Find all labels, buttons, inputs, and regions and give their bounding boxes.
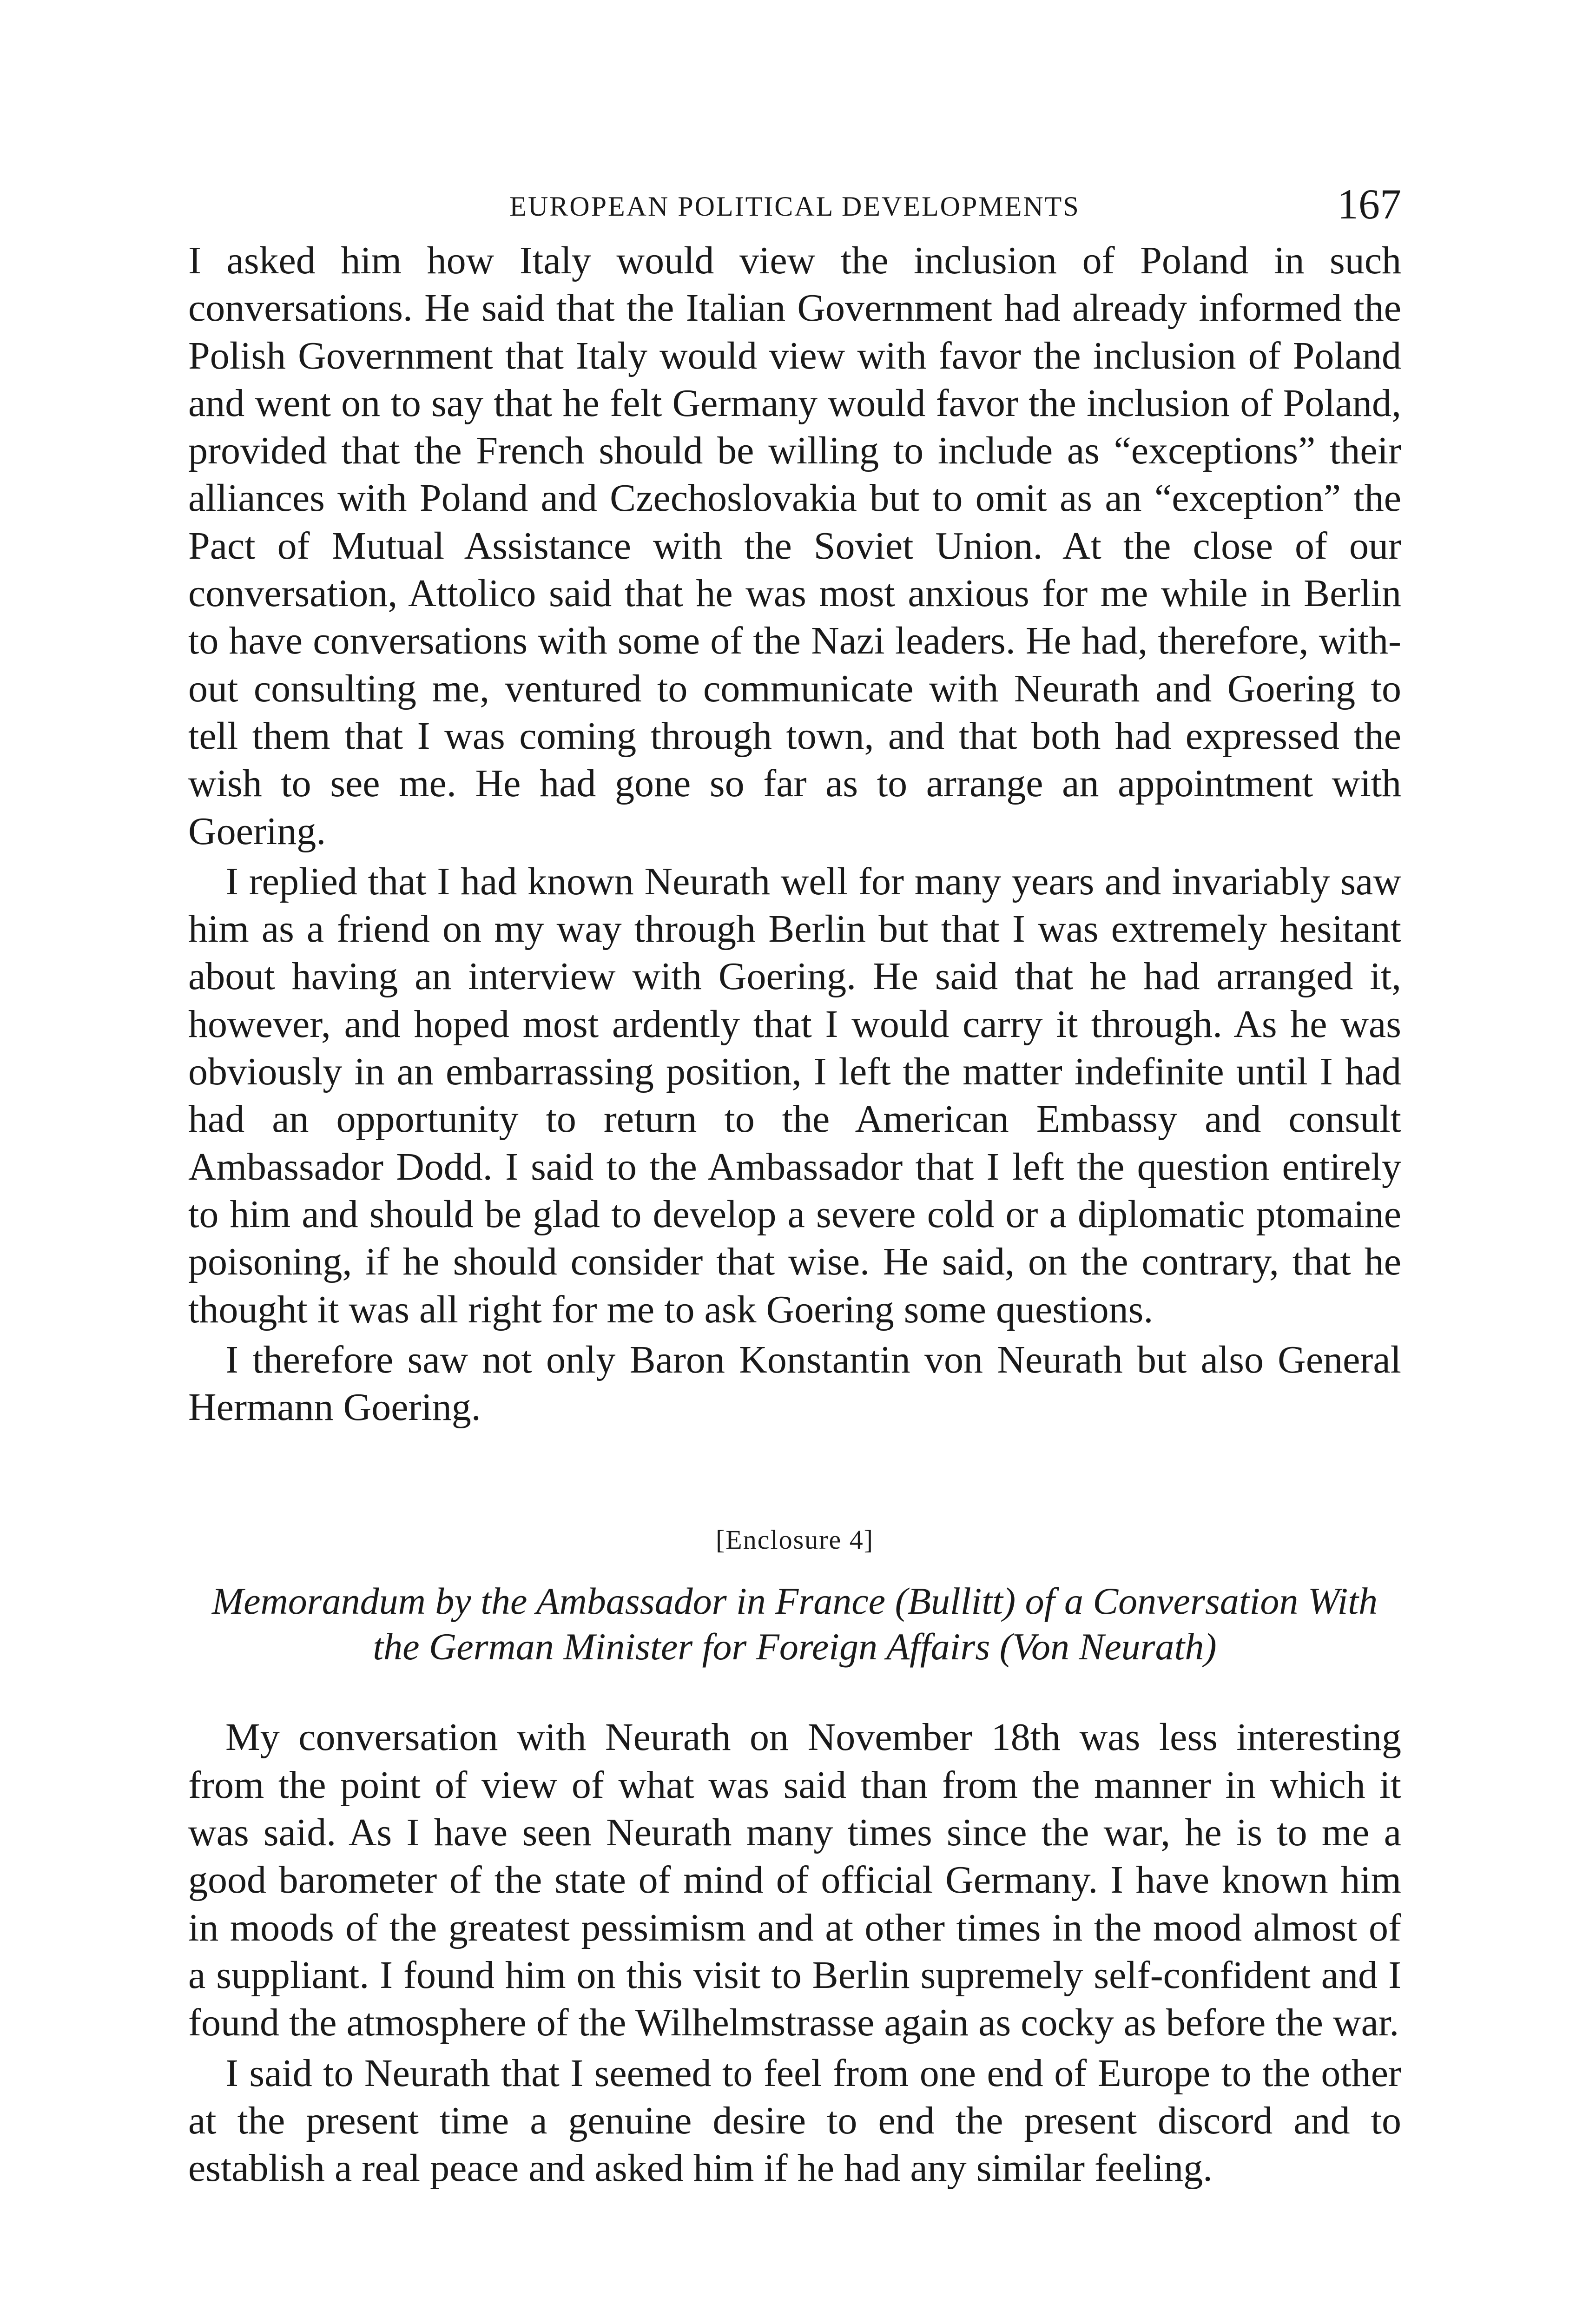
paragraph: My conversation with Neurath on November 18th was less interesting from the point of view of what was said than from the manner in which it was said. As I have seen Neurath many times since the war, he is to me a good barometer of the state of mind of official Germany. I have known him in moods of the greatest pessimism and at other times in the mood almost of a suppliant. I found him on this visit to Berlin supremely self-confident and I found the atmosphere of the Wilhelmstrasse again as cocky as before the war. bbox=[188, 1716, 1401, 2045]
page-number: 167 bbox=[1337, 180, 1401, 228]
enclosure-label: [Enclosure 4] bbox=[715, 1525, 874, 1555]
section-gap bbox=[188, 1431, 1401, 1524]
running-head bbox=[188, 180, 1401, 237]
running-title: EUROPEAN POLITICAL DEVELOPMENTS bbox=[509, 191, 1080, 222]
body-text bbox=[188, 237, 1401, 1431]
paragraph: I asked him how Italy would view the inclusion of Poland in such conversations. He said that the Italian Government had already informed the Polish Government that Italy would view with favor the inclusion of Poland and went on to say that he felt Germany would favor the inclusion of Poland, provided that the French should be willing to include as “exceptions” their alliances with Poland and Czechoslovakia but to omit as an “exception” the Pact of Mutual Assistance with the Soviet Union. At the close of our conversation, Attolico said that he was most anxious for me while in Berlin to have conversations with some of the Nazi leaders. He had, therefore, without consulting me, ventured to communicate with Neurath and Goering to tell them that I was coming through town, and that both had expressed the wish to see me. He had gone so far as to arrange an appointment with Goering. bbox=[188, 239, 1401, 853]
memorandum-title: Memorandum by the Ambassador in France (Bullitt) of a Conversation With the German Minister for Foreign Affairs (Von Neurath) bbox=[211, 1580, 1378, 1668]
enclosure-section bbox=[188, 1524, 1401, 2192]
paragraph: I replied that I had known Neurath well for many years and invariably saw him as a friend on my way through Berlin but that I was extremely hesitant about having an interview with Goering. He said that he had arranged it, however, and hoped most ardently that I would carry it through. As he was obviously in an embarrassing position, I left the matter indefinite until I had had an opportunity to return to the American Embassy and consult Ambassador Dodd. I said to the Ambassador that I left the question entirely to him and should be glad to develop a severe cold or a diplomatic ptomaine poisoning, if he should consider that wise. He said, on the contrary, that he thought it was all right for me to ask Goering some questions. bbox=[188, 859, 1401, 1331]
document-page bbox=[188, 180, 1401, 2192]
paragraph: I said to Neurath that I seemed to feel from one end of Europe to the other at the present time a genuine desire to end the present discord and to establish a real peace and asked him if he had any similar feeling. bbox=[188, 2051, 1401, 2190]
paragraph: I therefore saw not only Baron Konstantin von Neurath but also General Hermann Goering. bbox=[188, 1338, 1401, 1429]
